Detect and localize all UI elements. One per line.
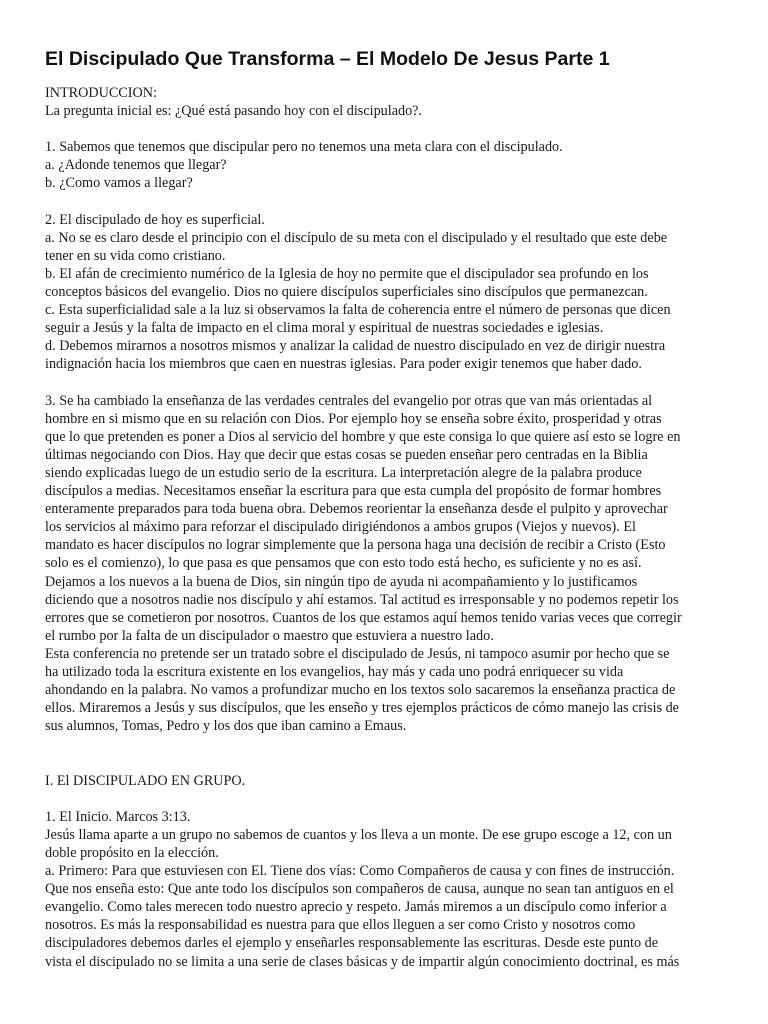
point1-line: a. ¿Adonde tenemos que llegar?	[45, 157, 227, 174]
section1-line: evangelio. Como tales merecen todo nuestro aprecio y respeto. Jamás miremos a un discípulo como inferior a	[45, 899, 667, 916]
point3-line: 3. Se ha cambiado la enseñanza de las verdades centrales del evangelio por otras que van más orientadas al	[45, 392, 653, 409]
point3-line: ellos. Miraremos a Jesús y sus discípulos, que les enseño y tres ejemplos prácticos de cómo manejo las crisis de	[45, 700, 679, 717]
paragraph-gap	[45, 120, 735, 138]
point2-line: indignación hacia los miembros que caen en nuestras iglesias. Para poder exigir tenemos que haber dado.	[45, 356, 642, 373]
point2-line: d. Debemos mirarnos a nosotros mismos y analizar la calidad de nuestro discipulado en vez de dirigir nuestra	[45, 338, 666, 355]
point1-line: b. ¿Como vamos a llegar?	[45, 175, 193, 192]
point3-line: los servicios al máximo para reforzar el discipulado dirigiéndonos a ambos grupos (Viejos y nuevos). El	[45, 519, 636, 536]
point3-line: el rumbo por la falta de un discipulador o maestro que estuviera a nuestro lado.	[45, 627, 494, 644]
point3-line: errores que se cometieron por nosotros. Cuantos de los que estamos aquí hemos tenido varias veces que corregir	[45, 609, 682, 626]
point3-line: hombre en si mismo que en su relación con Dios. Por ejemplo hoy se enseña sobre éxito, prosperidad y otras	[45, 410, 662, 427]
section1-line: discipuladores debemos darles el ejemplo y enseñarles responsablemente las escrituras. Desde este punto de	[45, 935, 659, 952]
point3-line: ahondando en la palabra. No vamos a profundizar mucho en los textos solo sacaremos la enseñanza practica de	[45, 682, 676, 699]
section1-line: a. Primero: Para que estuviesen con El. Tiene dos vías: Como Compañeros de causa y con fines de instrucción.	[45, 863, 675, 880]
section1-heading: I. El DISCIPULADO EN GRUPO.	[45, 772, 246, 789]
point2-line: seguir a Jesús y la falta de impacto en el clima moral y espiritual de nuestras sociedades e iglesias.	[45, 320, 604, 337]
point2-line: a. No se es claro desde el principio con el discípulo de su meta con el discipulado y el resultado que este debe	[45, 229, 668, 246]
point1-line: 1. Sabemos que tenemos que discipular pero no tenemos una meta clara con el discipulado.	[45, 139, 563, 156]
section1-line: 1. El Inicio. Marcos 3:13.	[45, 808, 191, 825]
point2-line: b. El afán de crecimiento numérico de la Iglesia de hoy no permite que el discipulador sea profundo en los	[45, 265, 649, 282]
point2-line: c. Esta superficialidad sale a la luz si observamos la falta de coherencia entre el número de personas que dicen	[45, 302, 671, 319]
point3-line: siendo explicadas luego de un estudio serio de la escritura. La interpretación alegre de la palabra produce	[45, 464, 642, 481]
section1-line: doble propósito en la elección.	[45, 844, 219, 861]
point2-line: conceptos básicos del evangelio. Dios no quiere discípulos superficiales sino discípulos que permanezcan.	[45, 284, 648, 301]
section1-line: Jesús llama aparte a un grupo no sabemos de cuantos y los lleva a un monte. De ese grupo escoge a 12, con un	[45, 826, 672, 843]
paragraph-gap	[45, 193, 735, 211]
document-body	[45, 84, 735, 971]
point3-line: sus alumnos, Tomas, Pedro y los dos que iban camino a Emaus.	[45, 718, 407, 735]
point2-line: tener en su vida como cristiano.	[45, 247, 226, 264]
intro-question: La pregunta inicial es: ¿Qué está pasando hoy con el discipulado?.	[45, 103, 423, 120]
point3-line: enteramente preparados para toda buena obra. Debemos reorientar la enseñanza desde el pulpito y aprovechar	[45, 501, 668, 518]
point3-line: diciendo que a nosotros nadie nos discípulo y ahí estamos. Tal actitud es irresponsable y no podemos repetir los	[45, 591, 679, 608]
paragraph-gap	[45, 790, 735, 808]
point3-line: que lo que pretenden es poner a Dios al servicio del hombre y que este consiga lo que quiere así esto se logre en	[45, 428, 681, 445]
point3-line: últimas negociando con Dios. Hay que decir que estas cosas se pueden enseñar pero centradas en la Biblia	[45, 446, 648, 463]
point3-line: Esta conferencia no pretende ser un tratado sobre el discipulado de Jesús, ni tampoco asumir por hecho que se	[45, 645, 670, 662]
section1-line: vista el discipulado no se limita a una serie de clases básicas y de impartir algún conocimiento doctrinal, es más	[45, 953, 680, 970]
point3-line: discípulos a medias. Necesitamos enseñar la escritura para que esta cumpla del propósito de formar hombres	[45, 483, 662, 500]
paragraph-gap	[45, 374, 735, 392]
point3-line: solo es el comienzo), lo que pasa es que pensamos que con esto todo está hecho, es suficiente y no es así.	[45, 555, 642, 572]
section1-line: nosotros. Es más la responsabilidad es nuestra para que ellos lleguen a ser como Cristo y nosotros como	[45, 917, 636, 934]
document-title: El Discipulado Que Transforma – El Modelo De Jesus Parte 1	[45, 48, 610, 70]
intro-heading: INTRODUCCION:	[45, 85, 157, 101]
point2-line: 2. El discipulado de hoy es superficial.	[45, 211, 265, 228]
point3-line: ha utilizado toda la escritura existente en los evangelios, hay más y cada uno podrá enriquecer su vida	[45, 664, 624, 680]
section1-line: Que nos enseña esto: Que ante todo los discípulos son compañeros de causa, aunque no sean tan antiguos en el	[45, 881, 674, 898]
point3-line: Dejamos a los nuevos a la buena de Dios, sin ningún tipo de ayuda ni acompañamiento y lo justificamos	[45, 573, 638, 590]
section-gap	[45, 735, 735, 771]
point3-line: mandato es hacer discípulos no lograr simplemente que la persona haga una decisión de recibir a Cristo (Esto	[45, 537, 666, 554]
